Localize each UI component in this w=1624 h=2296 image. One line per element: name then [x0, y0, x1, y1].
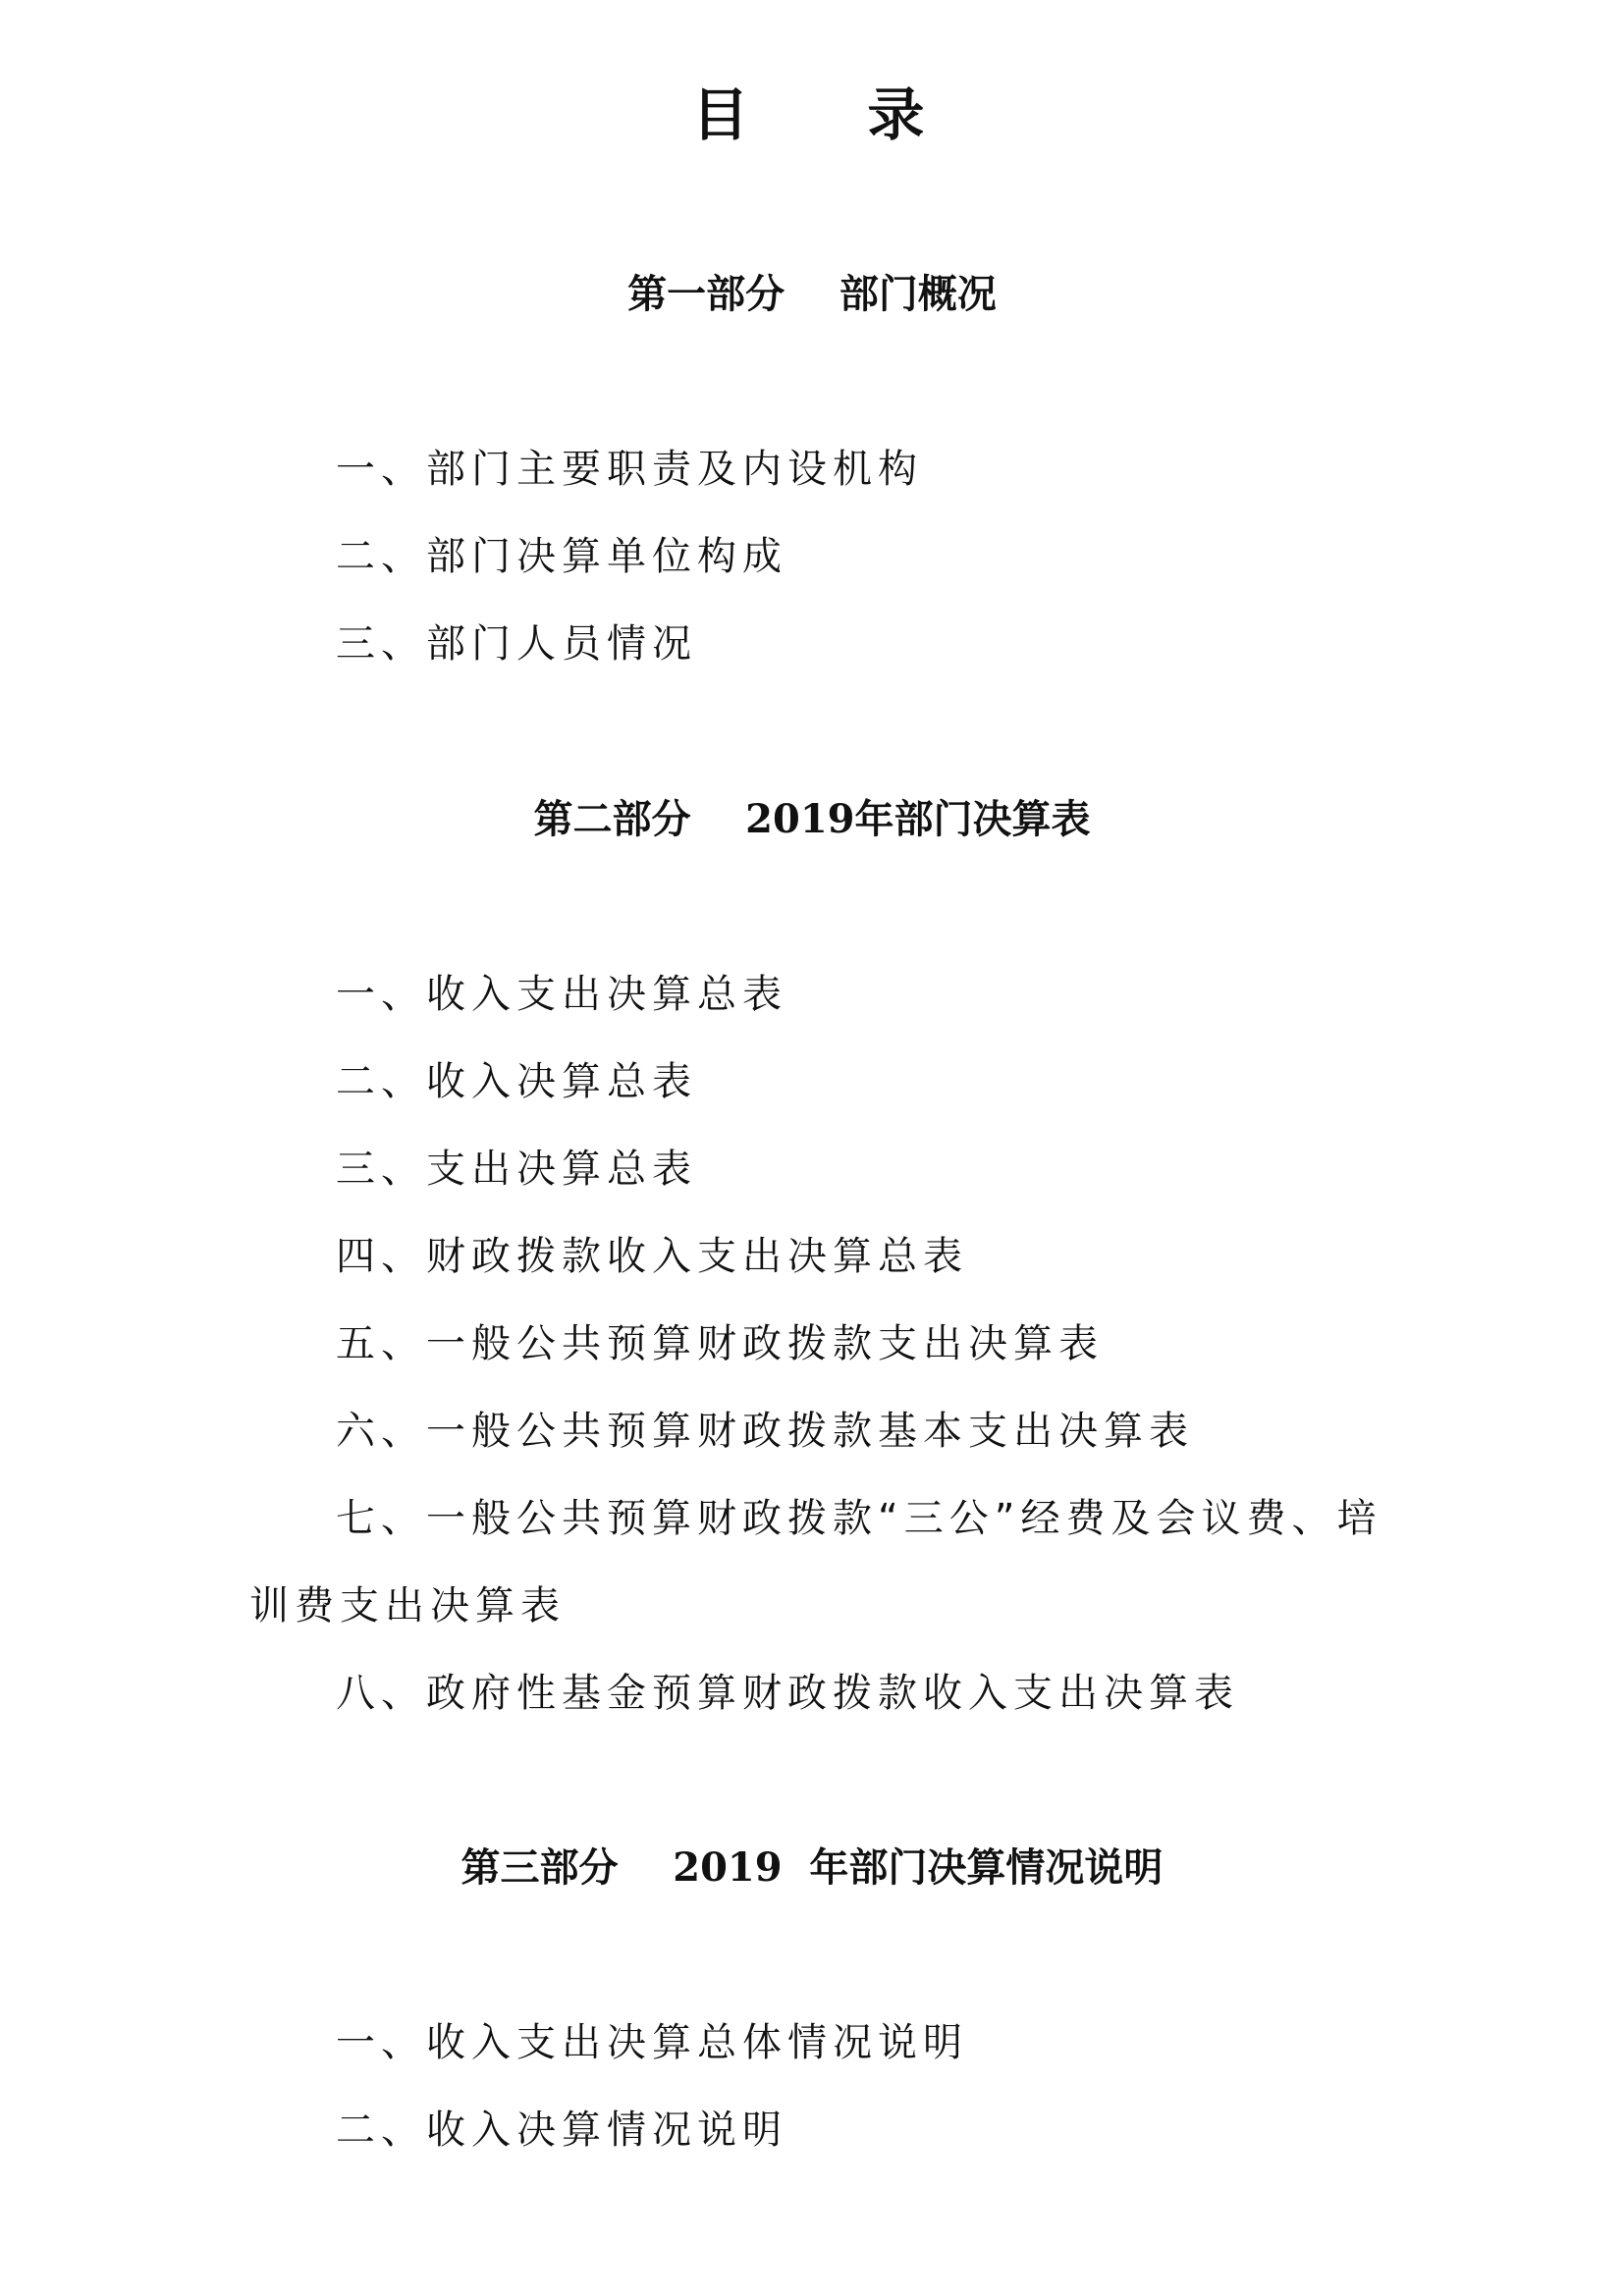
toc-item-2-6: 六、一般公共预算财政拨款基本支出决算表: [336, 1409, 1194, 1454]
toc-item-1-2: 二、部门决算单位构成: [336, 534, 787, 579]
toc-item-2-7-continued: 训费支出决算表: [249, 1583, 566, 1629]
toc-item-2-3: 三、支出决算总表: [336, 1147, 697, 1192]
toc-item-1-1: 一、部门主要职责及内设机构: [336, 447, 923, 492]
toc-item-1-3: 三、部门人员情况: [336, 621, 697, 667]
toc-item-2-5: 五、一般公共预算财政拨款支出决算表: [336, 1321, 1104, 1366]
section-heading-part-2: 第二部分 2019年部门决算表: [533, 796, 1091, 842]
toc-item-3-2: 二、收入决算情况说明: [336, 2108, 787, 2153]
toc-item-2-1: 一、收入支出决算总表: [336, 972, 787, 1017]
document-title: 目 录: [691, 81, 933, 148]
section-heading-part-3: 第三部分 2019 年部门决算情况说明: [460, 1844, 1164, 1891]
toc-item-2-4: 四、财政拨款收入支出决算总表: [336, 1234, 968, 1279]
toc-item-2-2: 二、收入决算总表: [336, 1059, 697, 1104]
toc-item-2-7: 七、一般公共预算财政拨款“三公”经费及会议费、培: [336, 1496, 1382, 1541]
section-heading-part-1: 第一部分 部门概况: [627, 271, 997, 317]
toc-item-3-1: 一、收入支出决算总体情况说明: [336, 2020, 968, 2065]
toc-item-2-8: 八、政府性基金预算财政拨款收入支出决算表: [336, 1671, 1239, 1716]
